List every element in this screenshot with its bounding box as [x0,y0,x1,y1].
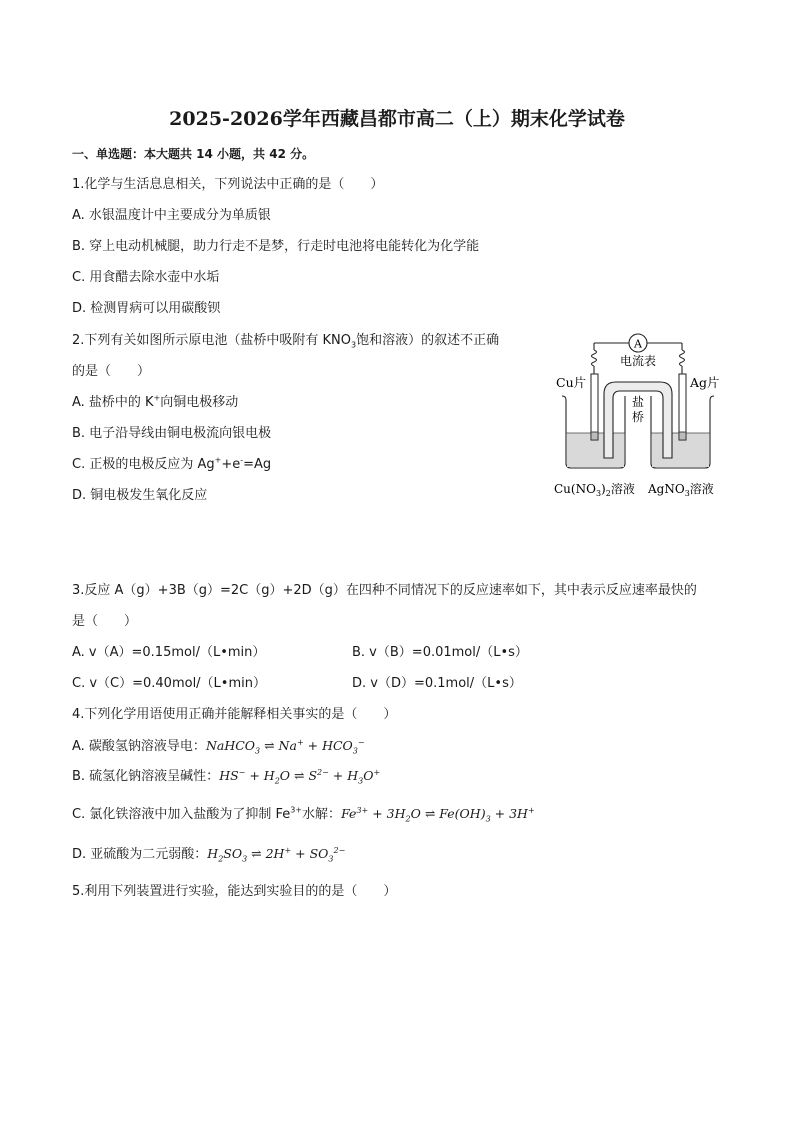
ammeter-icon [629,334,647,352]
q4-stem: 4.下列化学用语使用正确并能解释相关事实的是（ ） [72,707,397,722]
q1-option-d: D. 检测胃病可以用碳酸钡 [72,301,221,316]
q3-stem: 3.反应 A（g）+3B（g）=2C（g）+2D（g）在四种不同情况下的反应速率如下，其中表示反应速率最快的 [72,583,697,598]
ag-electrode [679,374,686,440]
ammeter-symbol: A [634,337,642,351]
q3-option-d: D. v（D）=0.1mol/（L•s） [352,676,522,691]
q4-option-a: A. 碳酸氢钠溶液导电：NaHCO$_3$ ⇌ $Na^+ + HCO_3^-$ [72,737,365,756]
left-solution-label: $Cu(NO_3)_2$溶液 [554,482,635,498]
q2-stem-line2: 的是（ ） [72,364,151,379]
q5-stem: 5.利用下列装置进行实验，能达到实验目的的是（ ） [72,884,397,899]
q2-option-b: B. 电子沿导线由铜电极流向银电极 [72,426,272,441]
galvanic-cell-figure [552,330,732,505]
q4-b-equation: $HS^- + H_2O$ ⇌ $S^{2-} + H_3O^+$ [219,767,381,786]
q4-option-c: C. 氯化铁溶液中加入盐酸为了抑制 $Fe^{3+}$水解：$Fe^{3+} + 3H_2O$ ⇌ $Fe(OH)_3 + 3H^+$ [72,805,535,824]
right-wire-coil-icon [680,350,685,366]
q4-a-equation: NaHCO$_3$ ⇌ $Na^+ + HCO_3^-$ [205,737,365,756]
left-electrode-label: Cu片 [556,375,587,390]
q1-option-b: B. 穿上电动机械腿，助力行走不是梦，行走时电池将电能转化为化学能 [72,239,480,254]
q4-c-equation: $Fe^{3+} + 3H_2O$ ⇌ $Fe(OH)_3 + 3H^+$ [341,805,535,824]
q1-stem: 1.化学与生活息息相关，下列说法中正确的是（ ） [72,177,384,192]
section-heading: 一、单选题：本大题共 14 小题，共 42 分。 [72,147,315,161]
q2-option-a: A. 盐桥中的 K+向铜电极移动 [72,393,239,410]
q4-option-b: B. 硫氢化钠溶液呈碱性：$HS^- + H_2O$ ⇌ $S^{2-} + H_3O^+$ [72,767,381,786]
salt-bridge-label-2: 桥 [631,410,645,424]
q3-stem-line2: 是（ ） [72,614,138,629]
page-title: 2025-2026学年西藏昌都市高二（上）期末化学试卷 [169,108,625,130]
right-solution-label: AgNO$_3$溶液 [648,482,714,498]
q4-option-d: D. 亚硫酸为二元弱酸：$H_2SO_3$ ⇌ $2H^+ + SO_3^{2-}$ [72,845,346,864]
q2-option-c: C. 正极的电极反应为 Ag++e-=Ag [72,455,272,472]
q3-option-a: A. v（A）=0.15mol/（L•min） [72,645,266,660]
ammeter-label: 电流表 [619,354,657,368]
q3-option-b: B. v（B）=0.01mol/（L•s） [352,645,528,660]
q4-d-equation: $H_2SO_3$ ⇌ $2H^+ + SO_3^{2-}$ [207,845,346,864]
right-electrode-label: Ag片 [690,375,720,390]
left-wire-coil-icon [592,350,597,366]
salt-bridge-label-1: 盐 [631,395,645,409]
q2-stem: 2.下列有关如图所示原电池（盐桥中吸附有 $KNO_3$饱和溶液）的叙述不正确 [72,333,500,350]
cu-electrode [591,374,598,440]
q1-option-c: C. 用食醋去除水壶中水垢 [72,270,220,285]
q1-option-a: A. 水银温度计中主要成分为单质银 [72,208,271,223]
q3-option-c: C. v（C）=0.40mol/（L•min） [72,676,266,691]
q2-option-d: D. 铜电极发生氧化反应 [72,488,208,503]
